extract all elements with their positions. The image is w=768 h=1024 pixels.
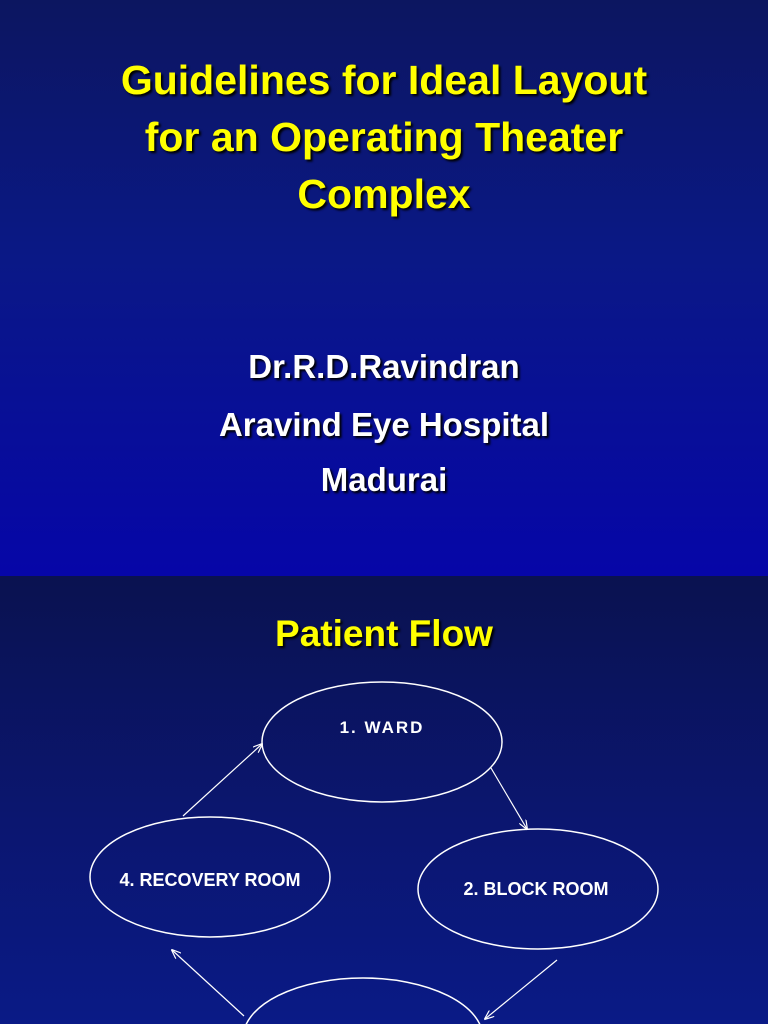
patient-flow-diagram xyxy=(0,576,768,1024)
arrow-ward-to-block xyxy=(491,768,527,829)
author-hospital: Aravind Eye Hospital xyxy=(218,406,550,443)
operating-room-node xyxy=(243,978,483,1024)
title-line-3: Complex xyxy=(297,171,471,217)
recovery-room-label: 4. RECOVERY ROOM xyxy=(119,870,301,890)
title-line-1: Guidelines for Ideal Layout xyxy=(120,57,648,103)
slide-title: Patient Flow xyxy=(275,613,493,654)
arrow-recovery-to-ward xyxy=(183,744,262,816)
slide-title xyxy=(0,52,768,223)
author-city: Madurai xyxy=(320,461,448,498)
block-room-label: 2. BLOCK ROOM xyxy=(463,879,609,899)
ward-node xyxy=(262,682,502,802)
patient-flow-slide xyxy=(0,576,768,1024)
author-name: Dr.R.D.Ravindran xyxy=(248,348,520,385)
arrow-block-to-operating xyxy=(485,960,557,1019)
title-line-2: for an Operating Theater xyxy=(144,114,624,160)
arrow-operating-to-recovery xyxy=(172,950,244,1016)
ward-label: 1. WARD xyxy=(339,718,425,737)
